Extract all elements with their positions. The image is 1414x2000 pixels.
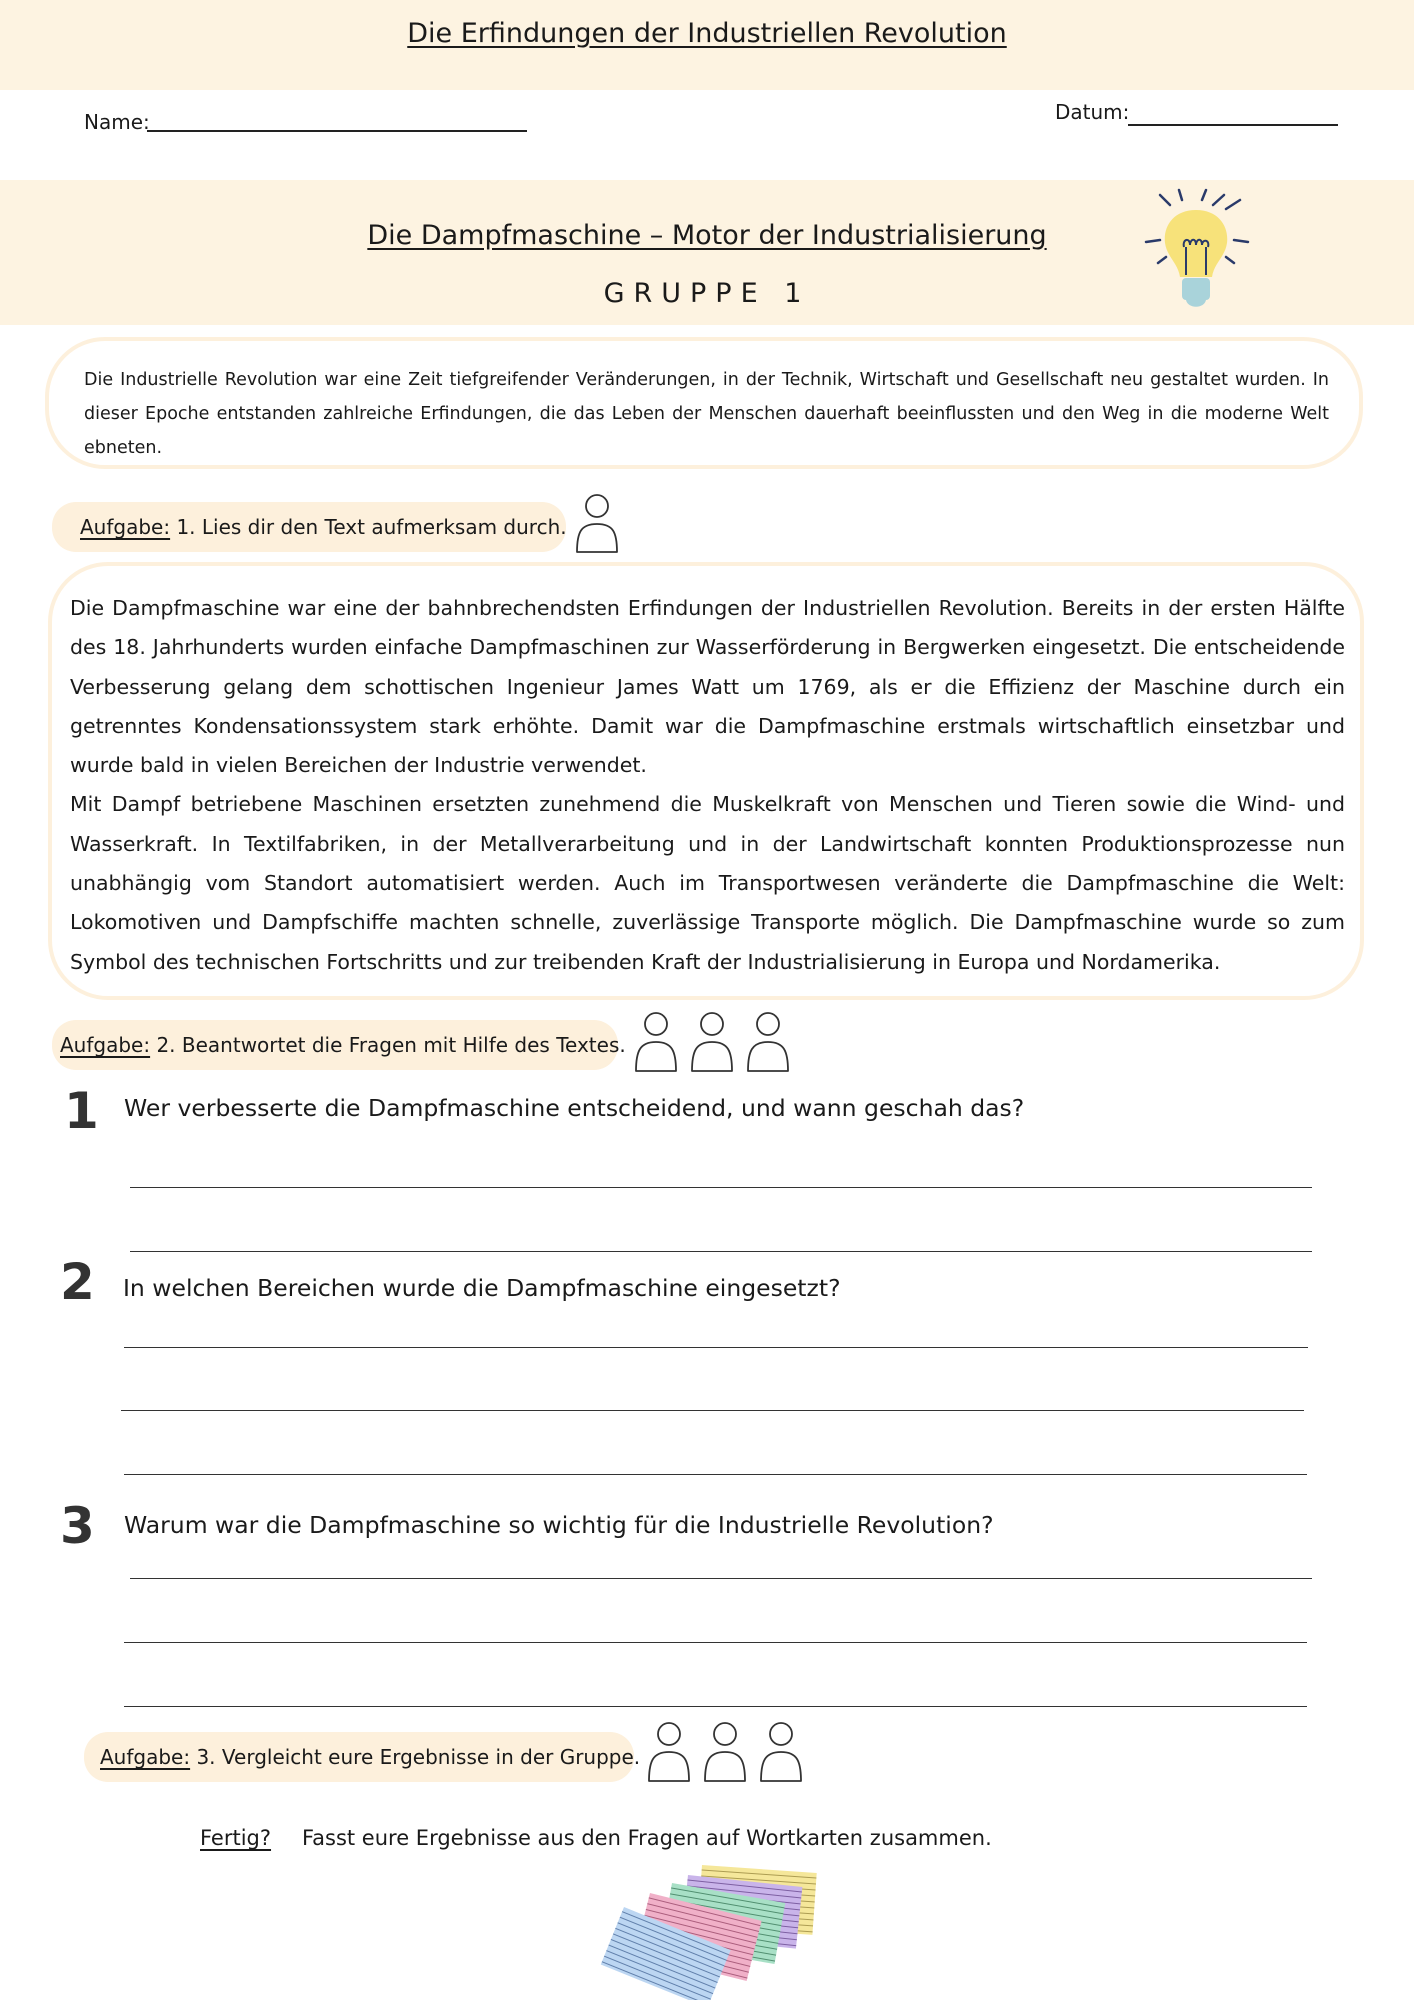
question-1-text: Wer verbesserte die Dampfmaschine entscheidend, und wann geschah das? [124,1094,1025,1122]
index-cards-icon [590,1865,830,2000]
lightbulb-icon [1138,185,1258,320]
main-paragraph-1: Die Dampfmaschine war eine der bahnbrechendsten Erfindungen der Industriellen Revolution. Bereits in der ersten Hälfte des 18. Jahrhunderts wurden einfache Dampfmaschinen zur Wasserförderung in Bergwerken eingesetzt. Die entscheidende Verbesserung gelang dem schottischen Ingenieur James Watt um 1769, als er die Effizienz der Maschine durch ein getrenntes Kondensationssystem stark erhöhte. Damit war die Dampfmaschine erstmals wirtschaftlich einsetzbar und wurde bald in vielen Bereichen der Industrie verwendet. [70,596,1345,778]
answer-line-1b[interactable] [130,1251,1312,1252]
main-text [70,589,1345,982]
main-text-box [48,562,1364,1000]
answer-line-2b[interactable] [121,1410,1304,1411]
group-of-three-icon [632,1010,792,1074]
task2-text: 2. Beantwortet die Fragen mit Hilfe des Textes. [150,1033,626,1057]
name-label: Name: [84,110,150,134]
answer-line-3b[interactable] [124,1642,1307,1643]
name-field[interactable] [147,108,527,132]
task3-pill [84,1732,641,1782]
question-2-number: 2 [60,1253,95,1311]
task3-text: 3. Vergleicht eure Ergebnisse in der Gruppe. [190,1745,641,1769]
question-3-number: 3 [60,1497,95,1555]
page-title: Die Erfindungen der Industriellen Revolution [407,18,1007,49]
single-person-icon [573,490,621,556]
answer-line-3c[interactable] [124,1706,1307,1707]
task1-label: Aufgabe: [80,515,171,539]
group-label: GRUPPE 1 [603,278,811,309]
main-paragraph-2: Mit Dampf betriebene Maschinen ersetzten zunehmend die Muskelkraft von Menschen und Tieren sowie die Wind- und Wasserkraft. In Textilfabriken, in der Metallverarbeitung und in der Landwirtschaft konnten Produktionsprozesse nun unabhängig vom Standort automatisiert werden. Auch im Transportwesen veränderte die Dampfmaschine die Welt: Lokomotiven und Dampfschiffe machten schnelle, zuverlässige Transporte möglich. Die Dampfmaschine wurde so zum Symbol des technischen Fortschritts und zur treibenden Kraft der Industrialisierung in Europa und Nordamerika. [70,792,1345,974]
task2-label: Aufgabe: [60,1033,151,1057]
answer-line-2a[interactable] [124,1347,1308,1348]
question-1-number: 1 [64,1082,99,1140]
task1-text: 1. Lies dir den Text aufmerksam durch. [170,515,567,539]
question-3-text: Warum war die Dampfmaschine so wichtig für die Industrielle Revolution? [124,1511,994,1539]
intro-text: Die Industrielle Revolution war eine Zeit tiefgreifender Veränderungen, in der Technik, Wirtschaft und Gesellschaft neu gestaltet wurden. In dieser Epoche entstanden zahlreiche Erfindungen, die das Leben der Menschen dauerhaft beeinflussten und den Weg in die moderne Welt ebneten. [84,370,1329,458]
task2-pill [52,1020,626,1070]
answer-line-3a[interactable] [130,1578,1312,1579]
group-of-three-icon-2 [645,1720,805,1784]
date-field[interactable] [1128,102,1338,126]
task3-label: Aufgabe: [100,1745,191,1769]
date-label: Datum: [1055,100,1130,124]
answer-line-1a[interactable] [130,1187,1312,1188]
section-title: Die Dampfmaschine – Motor der Industrialisierung [367,220,1047,251]
finish-label: Fertig? [200,1826,272,1850]
answer-line-2c[interactable] [124,1474,1307,1475]
intro-box [45,337,1363,469]
finish-text: Fasst eure Ergebnisse aus den Fragen auf Wortkarten zusammen. [302,1826,992,1850]
question-2-text: In welchen Bereichen wurde die Dampfmaschine eingesetzt? [123,1274,841,1302]
task1-pill [52,502,566,552]
